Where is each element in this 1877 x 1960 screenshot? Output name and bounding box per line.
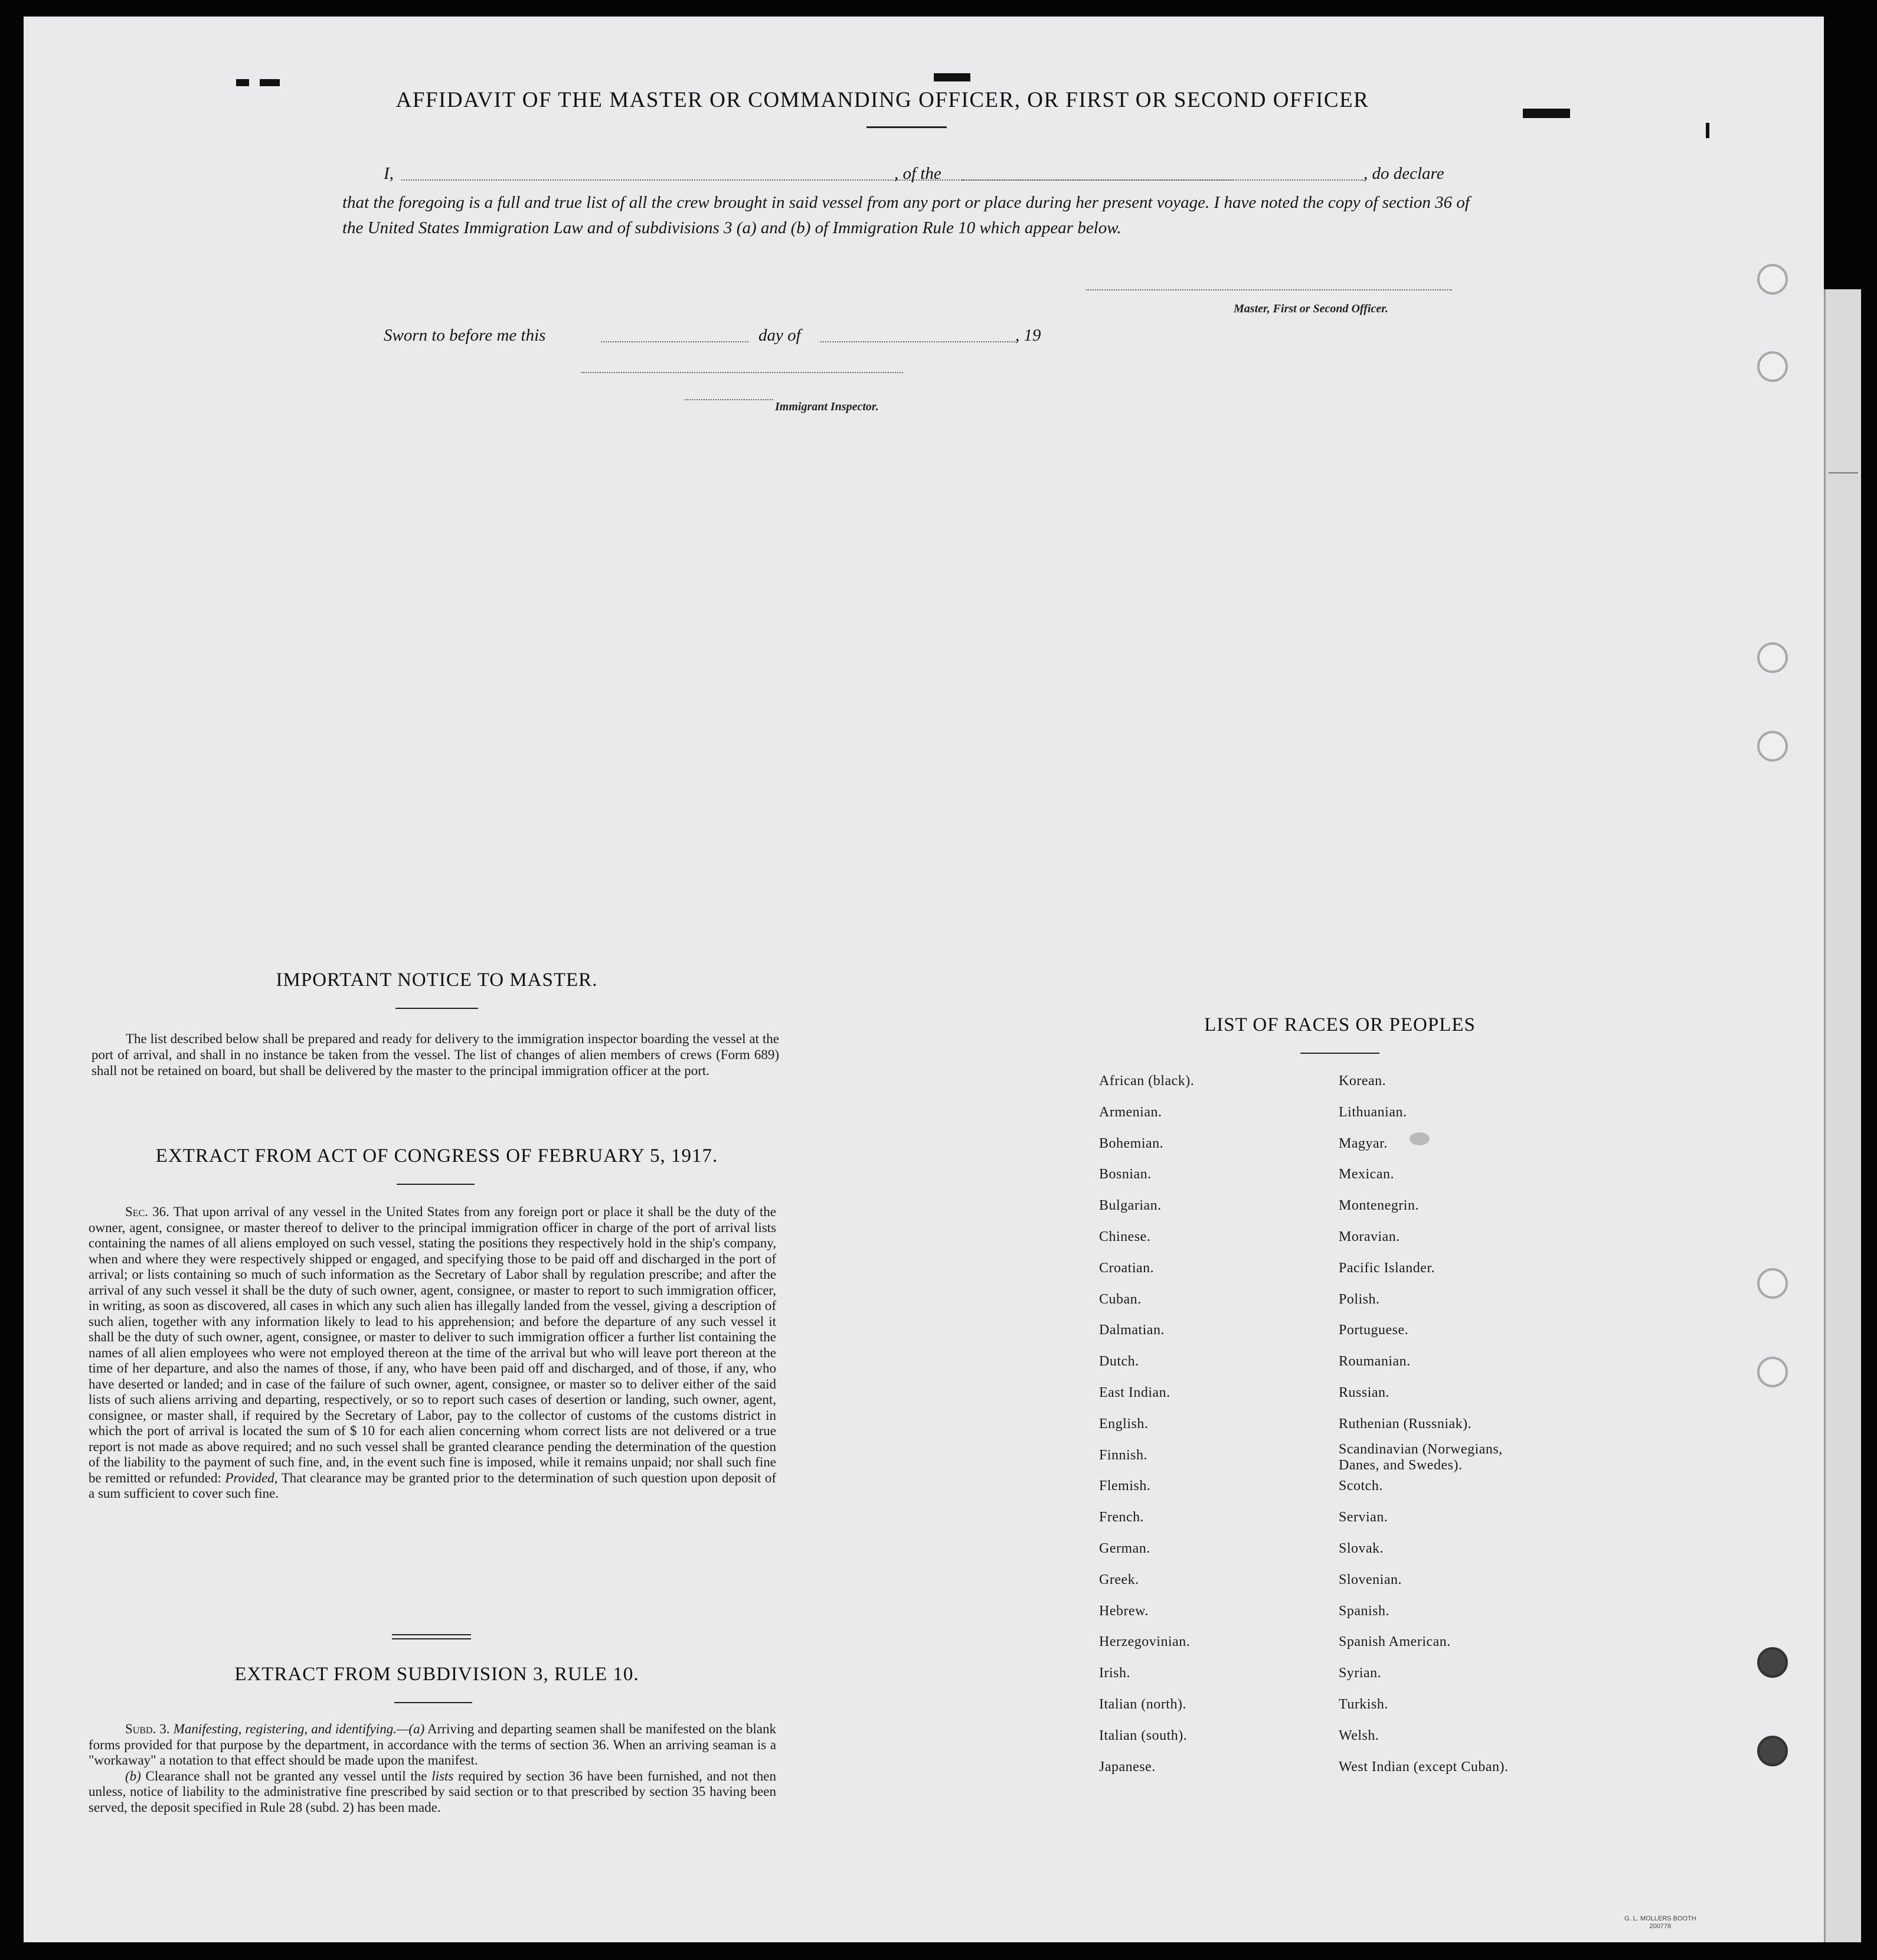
race-item: Ruthenian (Russniak). (1339, 1416, 1472, 1432)
race-item: Armenian. (1099, 1104, 1162, 1120)
punch-hole-2 (1757, 351, 1788, 382)
race-item: Scandinavian (Norwegians, Danes, and Swedes). (1339, 1441, 1503, 1473)
race-item: Japanese. (1099, 1759, 1156, 1775)
race-item: Slovenian. (1339, 1572, 1402, 1587)
race-item: Magyar. (1339, 1135, 1388, 1151)
notice-text: The list described below shall be prepared and ready for delivery to the immigration inspector boarding the vessel at the port of arrival, and shall in no instance be taken from the vessel. The list of changes of alien members of crews (Form 689) shall not be retained on board, but shall be delivered by the master to the principal immigration officer at the port. (91, 1031, 779, 1078)
race-item: Bohemian. (1099, 1135, 1164, 1151)
declaration-of-the: , of the (894, 164, 941, 183)
punch-hole-4 (1757, 731, 1788, 762)
sec-text-a: That upon arrival of any vessel in the United States from any foreign port or place it shall be the duty of the owner, agent, consignee, or master thereof to deliver to the principal immigration officer in charge of the port of arrival lists containing the names of all aliens employed on such vessel, stating the positions they respectively hold in the ship's company, when and where they were respectively shipped or engaged, and specifying those to be paid off and discharged in the port of arrival; or lists containing so much of such information as the Secretary of Labor shall by regulation prescribe; and after the arrival of any such vessel it shall be the duty of such owner, agent, consignee, or master to report to such immigration officer, in writing, as soon as discovered, all cases in which any such alien has illegally landed from the vessel, giving a description of such alien, together with any information likely to lead to his apprehension; and before the departure of any such vessel it shall be the duty of such owner, agent, consignee, or master to deliver to such immigration officer a further list containing the names of all alien employees who were not employed thereon at the time of the arrival but who will leave port thereon at the time of her departure, and also the names of those, if any, who have been paid off and discharged, and of those, if any, who have deserted or landed; and in case of the failure of such owner, agent, consignee, or master so to deliver either of the said lists of such aliens arriving and departing, respectively, or so to report such cases of desertion or landing, such owner, agent, consignee, or master shall, if required by the Secretary of Labor, pay to the collector of customs of the customs district in which the port of arrival is located the sum of $ 10 for each alien concerning whom correct lists are not delivered or a true report is not made as above required; and no such vessel shall be granted clearance pending the determination of the question of the liability to the payment of such fine, and, in the event such fine is imposed, while it remains unpaid; nor shall such fine be remitted or refunded: (89, 1204, 776, 1485)
race-item: Korean. (1339, 1073, 1387, 1089)
declaration-i: I, (384, 164, 394, 183)
punch-hole-1 (1757, 264, 1788, 295)
section-36-text (89, 1204, 776, 1502)
rule-title: EXTRACT FROM SUBDIVISION 3, RULE 10. (234, 1664, 639, 1685)
race-item: Servian. (1339, 1510, 1388, 1525)
vessel-blank-field[interactable] (962, 164, 1363, 181)
race-item: Polish. (1339, 1291, 1380, 1307)
race-item: Turkish. (1339, 1697, 1388, 1712)
race-item: Roumanian. (1339, 1354, 1411, 1370)
race-item: Spanish. (1339, 1603, 1390, 1619)
race-item: Lithuanian. (1339, 1104, 1407, 1120)
race-item: Portuguese. (1339, 1322, 1409, 1338)
races-title-rule (1300, 1053, 1379, 1054)
declaration-line (342, 164, 1470, 188)
race-item: Hebrew. (1099, 1603, 1149, 1619)
punch-hole-3 (1757, 642, 1788, 673)
ink-mark-top-left-2 (260, 79, 280, 86)
race-item: Irish. (1099, 1665, 1130, 1681)
declaration-paragraph: that the foregoing is a full and true list of all the crew brought in said vessel from any port or place during her present voyage. I have noted the copy of section 36 of the United States Immigration Law and of subdivisions 3 (a) and (b) of Immigration Rule 10 which appear below. (342, 193, 1470, 237)
sec-provided: Provided, (225, 1470, 278, 1485)
race-item: French. (1099, 1510, 1144, 1525)
subd-part-b-label: (b) (125, 1768, 141, 1783)
punch-hole-6 (1757, 1357, 1788, 1387)
ink-mark-top-left (236, 79, 249, 86)
race-item: Herzegovinian. (1099, 1634, 1191, 1650)
affidavit-title-rule (866, 126, 947, 128)
race-item: Spanish American. (1339, 1634, 1451, 1650)
double-rule-top (392, 1634, 471, 1635)
subd-part-b-2: required by section 36 have been furnished, and not then unless, notice of liability to the administrative fine prescribed by said section or to that prescribed by section 35 having been served, the deposit specified in Rule 28 (subd. 2) has been made. (89, 1768, 777, 1815)
race-item: Slovak. (1339, 1541, 1384, 1556)
subd-part-a-label: —(a) (396, 1721, 425, 1736)
punch-hole-7 (1757, 1647, 1788, 1678)
inspector-short-line (685, 399, 773, 400)
master-signature-line[interactable] (1086, 289, 1452, 290)
subd-part-a: Arriving and departing seamen shall be manifested on the blank forms provided for that purpose by the department, in accordance with the terms of section 36. When an arriving seaman is a "workaway" a notation to that effect should be made upon the manifest. (89, 1721, 777, 1768)
affidavit-title: AFFIDAVIT OF THE MASTER OR COMMANDING OFFICER, OR FIRST OR SECOND OFFICER (395, 88, 1369, 112)
sworn-year: , 19 (1015, 326, 1041, 345)
ink-mark-right-edge (1706, 123, 1709, 138)
subd-part-b-1: Clearance shall not be granted any vessel until the (145, 1768, 427, 1783)
ink-mark-top-center (934, 73, 970, 81)
race-item: Moravian. (1339, 1229, 1400, 1244)
race-item: West Indian (except Cuban). (1339, 1759, 1509, 1775)
race-item: Russian. (1339, 1385, 1390, 1400)
races-title: LIST OF RACES OR PEOPLES (1204, 1014, 1476, 1035)
race-item: Finnish. (1099, 1447, 1148, 1463)
binder-edge (1824, 289, 1861, 1942)
smudge-mark (1410, 1132, 1430, 1145)
race-item: Welsh. (1339, 1727, 1379, 1743)
printer-imprint (1624, 1915, 1696, 1930)
race-item: East Indian. (1099, 1385, 1170, 1400)
race-item: Bulgarian. (1099, 1198, 1162, 1214)
notice-title-rule (395, 1008, 478, 1009)
subd-label: Subd. 3. (125, 1721, 170, 1736)
act-title-rule (397, 1184, 475, 1185)
sworn-day-of: day of (758, 326, 801, 345)
binder-edge-line (1829, 472, 1858, 473)
race-item: Cuban. (1099, 1291, 1142, 1307)
race-item: Chinese. (1099, 1229, 1151, 1244)
sworn-prefix: Sworn to before me this (384, 326, 546, 345)
race-item: Italian (north). (1099, 1697, 1186, 1712)
race-item: Croatian. (1099, 1260, 1155, 1276)
race-item: Italian (south). (1099, 1727, 1188, 1743)
inspector-signature-line[interactable] (581, 372, 903, 373)
subd-part-b-lists: lists (431, 1768, 454, 1783)
race-item: Flemish. (1099, 1478, 1151, 1494)
printer-imprint-line1: G. L. MOLLERS BOOTH (1624, 1915, 1696, 1922)
race-item: Mexican. (1339, 1167, 1394, 1182)
sec-text-b: That clearance may be granted prior to the determination of such question upon deposit of a sum sufficient to cover such fine. (89, 1470, 777, 1501)
double-rule-bottom (392, 1638, 471, 1639)
race-item: Montenegrin. (1339, 1198, 1419, 1214)
race-item: English. (1099, 1416, 1149, 1432)
race-item: Syrian. (1339, 1665, 1382, 1681)
rule-10-text (89, 1721, 776, 1815)
printer-imprint-line2: 200778 (1649, 1923, 1672, 1930)
punch-hole-8 (1757, 1736, 1788, 1766)
notice-title: IMPORTANT NOTICE TO MASTER. (276, 969, 598, 991)
race-item: African (black). (1099, 1073, 1195, 1089)
sworn-day-blank[interactable] (601, 326, 748, 342)
declaration-do-declare: , do declare (1363, 164, 1444, 183)
race-item: Pacific Islander. (1339, 1260, 1435, 1276)
rule-title-rule (394, 1702, 472, 1703)
punch-hole-5 (1757, 1268, 1788, 1299)
act-title: EXTRACT FROM ACT OF CONGRESS OF FEBRUARY 5, 1917. (155, 1145, 718, 1167)
subd-heading: Manifesting, registering, and identifying. (173, 1721, 397, 1736)
race-item: Dutch. (1099, 1354, 1139, 1370)
race-item: Scotch. (1339, 1478, 1383, 1494)
race-item: German. (1099, 1541, 1150, 1556)
inspector-caption: Immigrant Inspector. (775, 400, 879, 413)
race-item: Dalmatian. (1099, 1322, 1165, 1338)
race-item: Bosnian. (1099, 1167, 1152, 1182)
sworn-month-blank[interactable] (820, 326, 1015, 342)
race-item: Greek. (1099, 1572, 1139, 1587)
ink-mark-top-right (1523, 109, 1570, 118)
sec-label: Sec. 36. (125, 1204, 169, 1219)
master-signature-caption: Master, First or Second Officer. (1234, 302, 1388, 315)
